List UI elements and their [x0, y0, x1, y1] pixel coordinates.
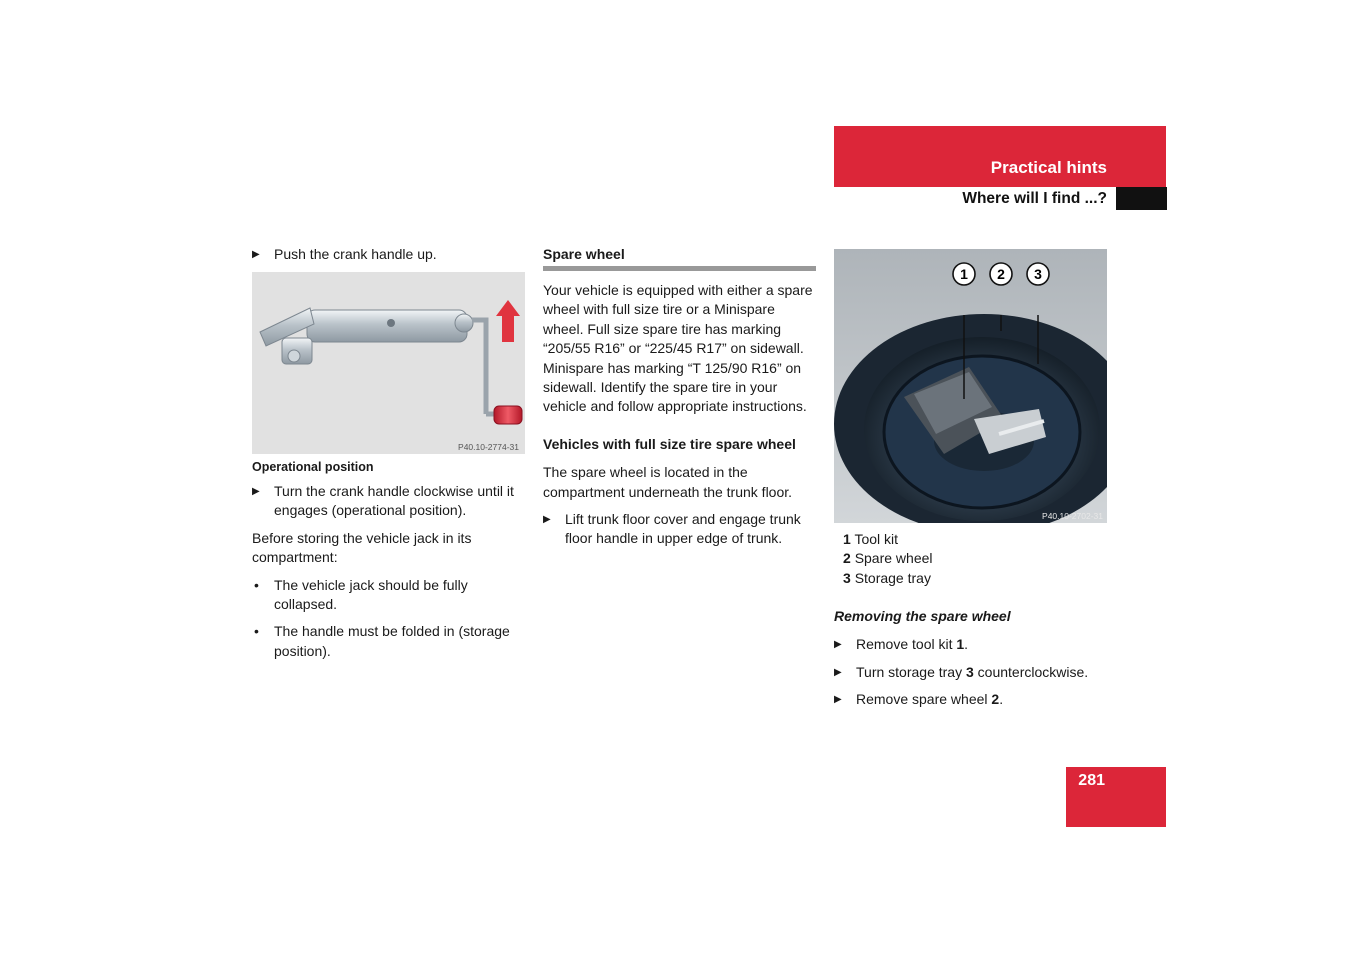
- heading-rule: [543, 266, 816, 271]
- arrow-bullet-icon: ▶: [834, 666, 842, 678]
- page-number: 281: [1078, 772, 1105, 789]
- callout-3: 3: [1034, 266, 1042, 282]
- jack-crank-figure: [252, 272, 525, 454]
- left-column: [252, 245, 525, 264]
- section-title: Practical hints: [990, 158, 1107, 177]
- step-turn-tray: ▶ Turn storage tray 3 counterclockwise.: [834, 663, 1107, 682]
- arrow-bullet-icon: ▶: [834, 639, 842, 651]
- arrow-bullet-icon: ▶: [252, 249, 260, 260]
- callout-1: 1: [960, 266, 968, 282]
- header-tab-marker: [1116, 187, 1167, 210]
- callout-2: 2: [997, 266, 1005, 282]
- legend-item: 2 Spare wheel: [843, 550, 933, 567]
- trunk-spare-wheel-illustration: [834, 249, 1107, 523]
- spare-wheel-heading: Spare wheel: [543, 246, 625, 262]
- legend-item: 3 Storage tray: [843, 569, 931, 586]
- dot-bullet-icon: •: [254, 623, 259, 640]
- full-size-heading: Vehicles with full size tire spare wheel: [543, 435, 796, 452]
- subsection-title: Where will I find ...?: [962, 190, 1107, 207]
- arrow-bullet-icon: ▶: [252, 486, 260, 497]
- step-lift-cover: ▶ Lift trunk floor cover and engage trunk floor handle in upper edge of trunk.: [543, 511, 801, 547]
- legend-item: 1 Tool kit: [843, 531, 899, 547]
- figure-legend: [843, 530, 1107, 588]
- removing-heading: Removing the spare wheel: [834, 608, 1011, 624]
- step-turn-crank: ▶ Turn the crank handle clockwise until it engages (operational position).: [252, 483, 514, 519]
- spare-location-text: The spare wheel is located in the compartment underneath the trunk floor.: [543, 464, 793, 500]
- left-column-lower: [252, 482, 525, 661]
- step-remove-tool-kit: ▶ Remove tool kit 1.: [834, 635, 1107, 654]
- vehicle-jack-illustration: [252, 272, 525, 454]
- step-remove-spare: ▶ Remove spare wheel 2.: [834, 690, 1107, 709]
- step-push-crank: ▶ Push the crank handle up.: [252, 245, 525, 264]
- list-item: • The handle must be folded in (storage position).: [254, 623, 510, 659]
- middle-column: [543, 281, 816, 549]
- figure-code: P40.10-2702-31: [1042, 511, 1103, 521]
- dot-bullet-icon: •: [254, 576, 259, 593]
- spare-wheel-description: Your vehicle is equipped with either a spare wheel with full size tire or a Minispare wheel. Full size spare tire has marking “205/55 R16” or “225/45 R17” on sidewall. Minispare has marking “T 125/90 R16” on sidewall. Identify the spare tire in your vehicle and follow appropriate instructions.: [543, 282, 813, 415]
- removing-section: [834, 607, 1107, 710]
- spare-wheel-figure: [834, 249, 1107, 523]
- arrow-bullet-icon: ▶: [543, 514, 551, 526]
- figure-code: P40.10-2774-31: [458, 442, 519, 452]
- arrow-bullet-icon: ▶: [834, 694, 842, 706]
- figure-caption: Operational position: [252, 460, 374, 474]
- list-item: • The vehicle jack should be fully collapsed.: [254, 576, 468, 613]
- storage-intro: Before storing the vehicle jack in its compartment:: [252, 529, 472, 566]
